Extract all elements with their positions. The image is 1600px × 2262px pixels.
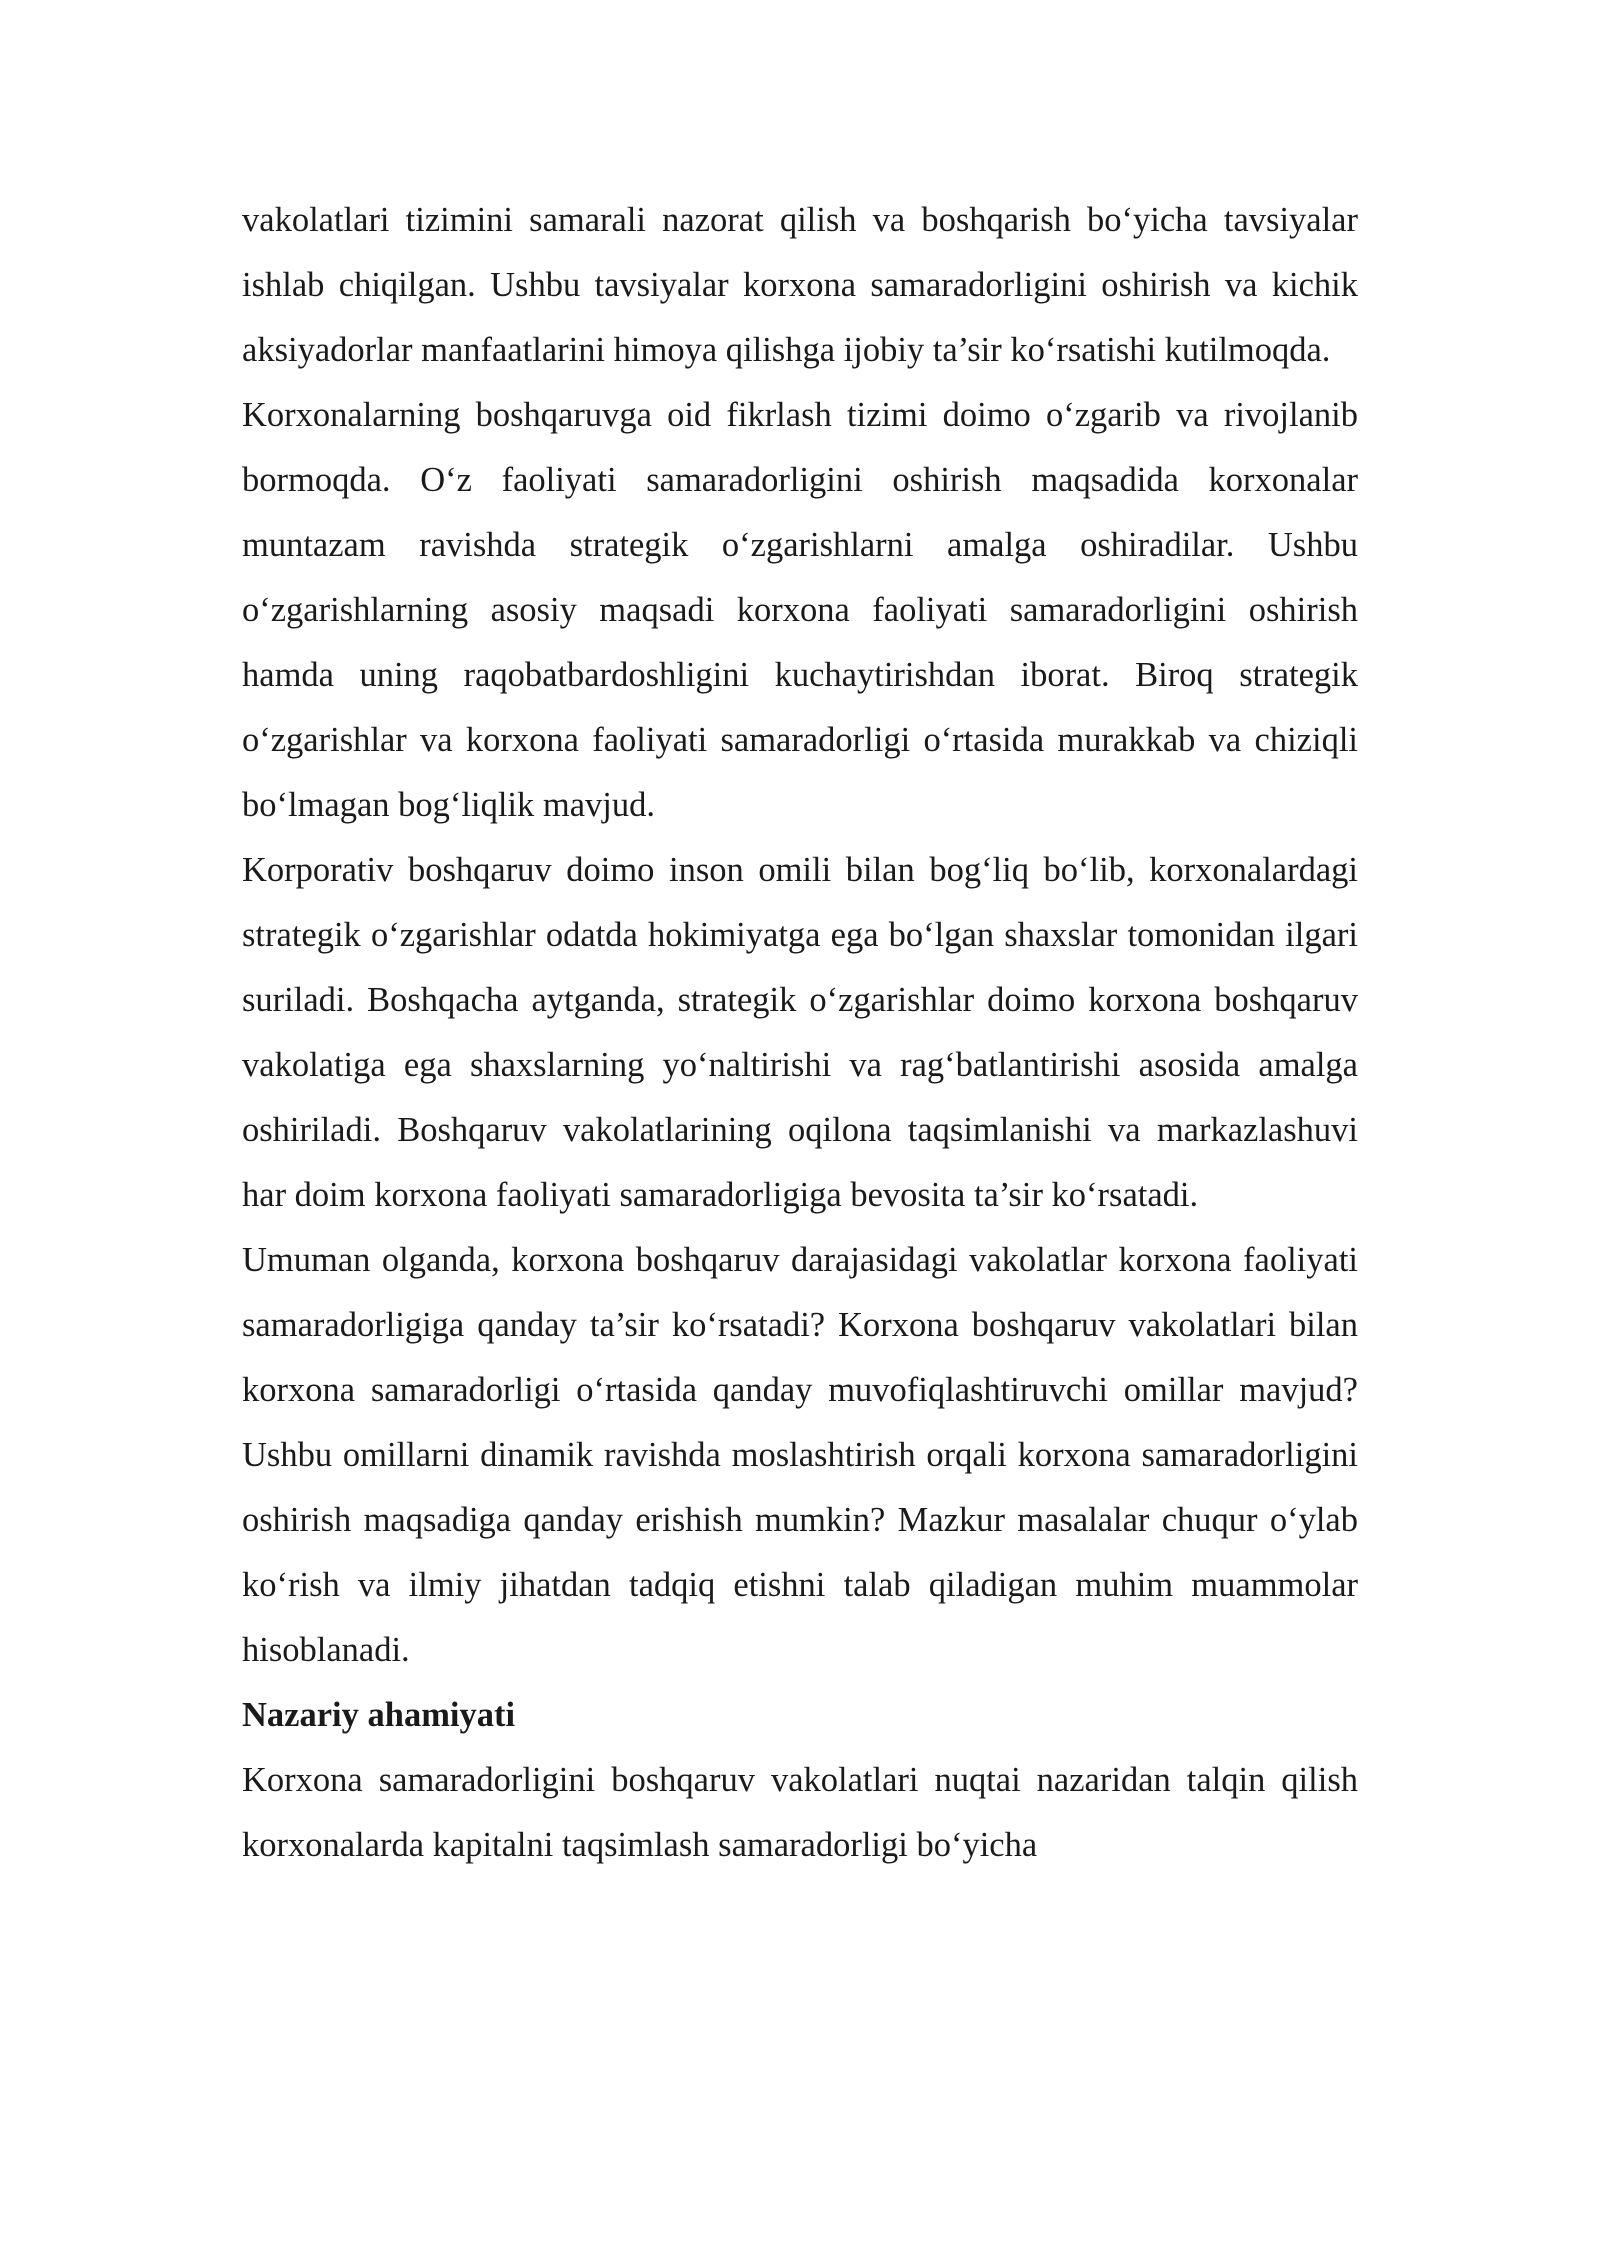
paragraph-strategic-changes: Korxonalarning boshqaruvga oid fikrlash tizimi doimo o‘zgarib va rivojlanib bormoqda. O‘z faoliyati samaradorligini oshirish maqsadida korxonalar muntazam ravishda strategik o‘zgarishlarni amalga oshiradilar. Ushbu o‘zgarishlarning asosiy maqsadi korxona faoliyati samaradorligini oshirish hamda uning raqobatbardoshligini kuchaytirishdan iborat. Biroq strategik o‘zgarishlar va korxona faoliyati samaradorligi o‘rtasida murakkab va chiziqli bo‘lmagan bog‘liqlik mavjud.: [242, 396, 1358, 824]
paragraph-research-questions: Umuman olganda, korxona boshqaruv darajasidagi vakolatlar korxona faoliyati samaradorligiga qanday ta’sir ko‘rsatadi? Korxona boshqaruv vakolatlari bilan korxona samaradorligi o‘rtasida qanday muvofiqlashtiruvchi omillar mavjud? Ushbu omillarni dinamik ravishda moslashtirish orqali korxona samaradorligini oshirish maqsadiga qanday erishish mumkin? Mazkur masalalar chuqur o‘ylab ko‘rish va ilmiy jihatdan tadqiq etishni talab qiladigan muhim muammolar hisoblanadi.: [242, 1241, 1358, 1669]
paragraph-theoretical-significance: Korxona samaradorligini boshqaruv vakolatlari nuqtai nazaridan talqin qilish korxonalarda kapitalni taqsimlash samaradorligi bo‘yicha: [242, 1761, 1358, 1864]
document-body: [242, 188, 1358, 1878]
paragraph-corporate-governance: Korporativ boshqaruv doimo inson omili bilan bog‘liq bo‘lib, korxonalardagi strategik o‘zgarishlar odatda hokimiyatga ega bo‘lgan shaxslar tomonidan ilgari suriladi. Boshqacha aytganda, strategik o‘zgarishlar doimo korxona boshqaruv vakolatiga ega shaxslarning yo‘naltirishi va rag‘batlantirishi asosida amalga oshiriladi. Boshqaruv vakolatlarining oqilona taqsimlanishi va markazlashuvi har doim korxona faoliyati samaradorligiga bevosita ta’sir ko‘rsatadi.: [242, 851, 1358, 1214]
section-heading: Nazariy ahamiyati: [242, 1696, 516, 1734]
paragraph-recommendations: vakolatlari tizimini samarali nazorat qilish va boshqarish bo‘yicha tavsiyalar ishlab chiqilgan. Ushbu tavsiyalar korxona samaradorligini oshirish va kichik aksiyadorlar manfaatlarini himoya qilishga ijobiy ta’sir ko‘rsatishi kutilmoqda.: [242, 201, 1358, 369]
